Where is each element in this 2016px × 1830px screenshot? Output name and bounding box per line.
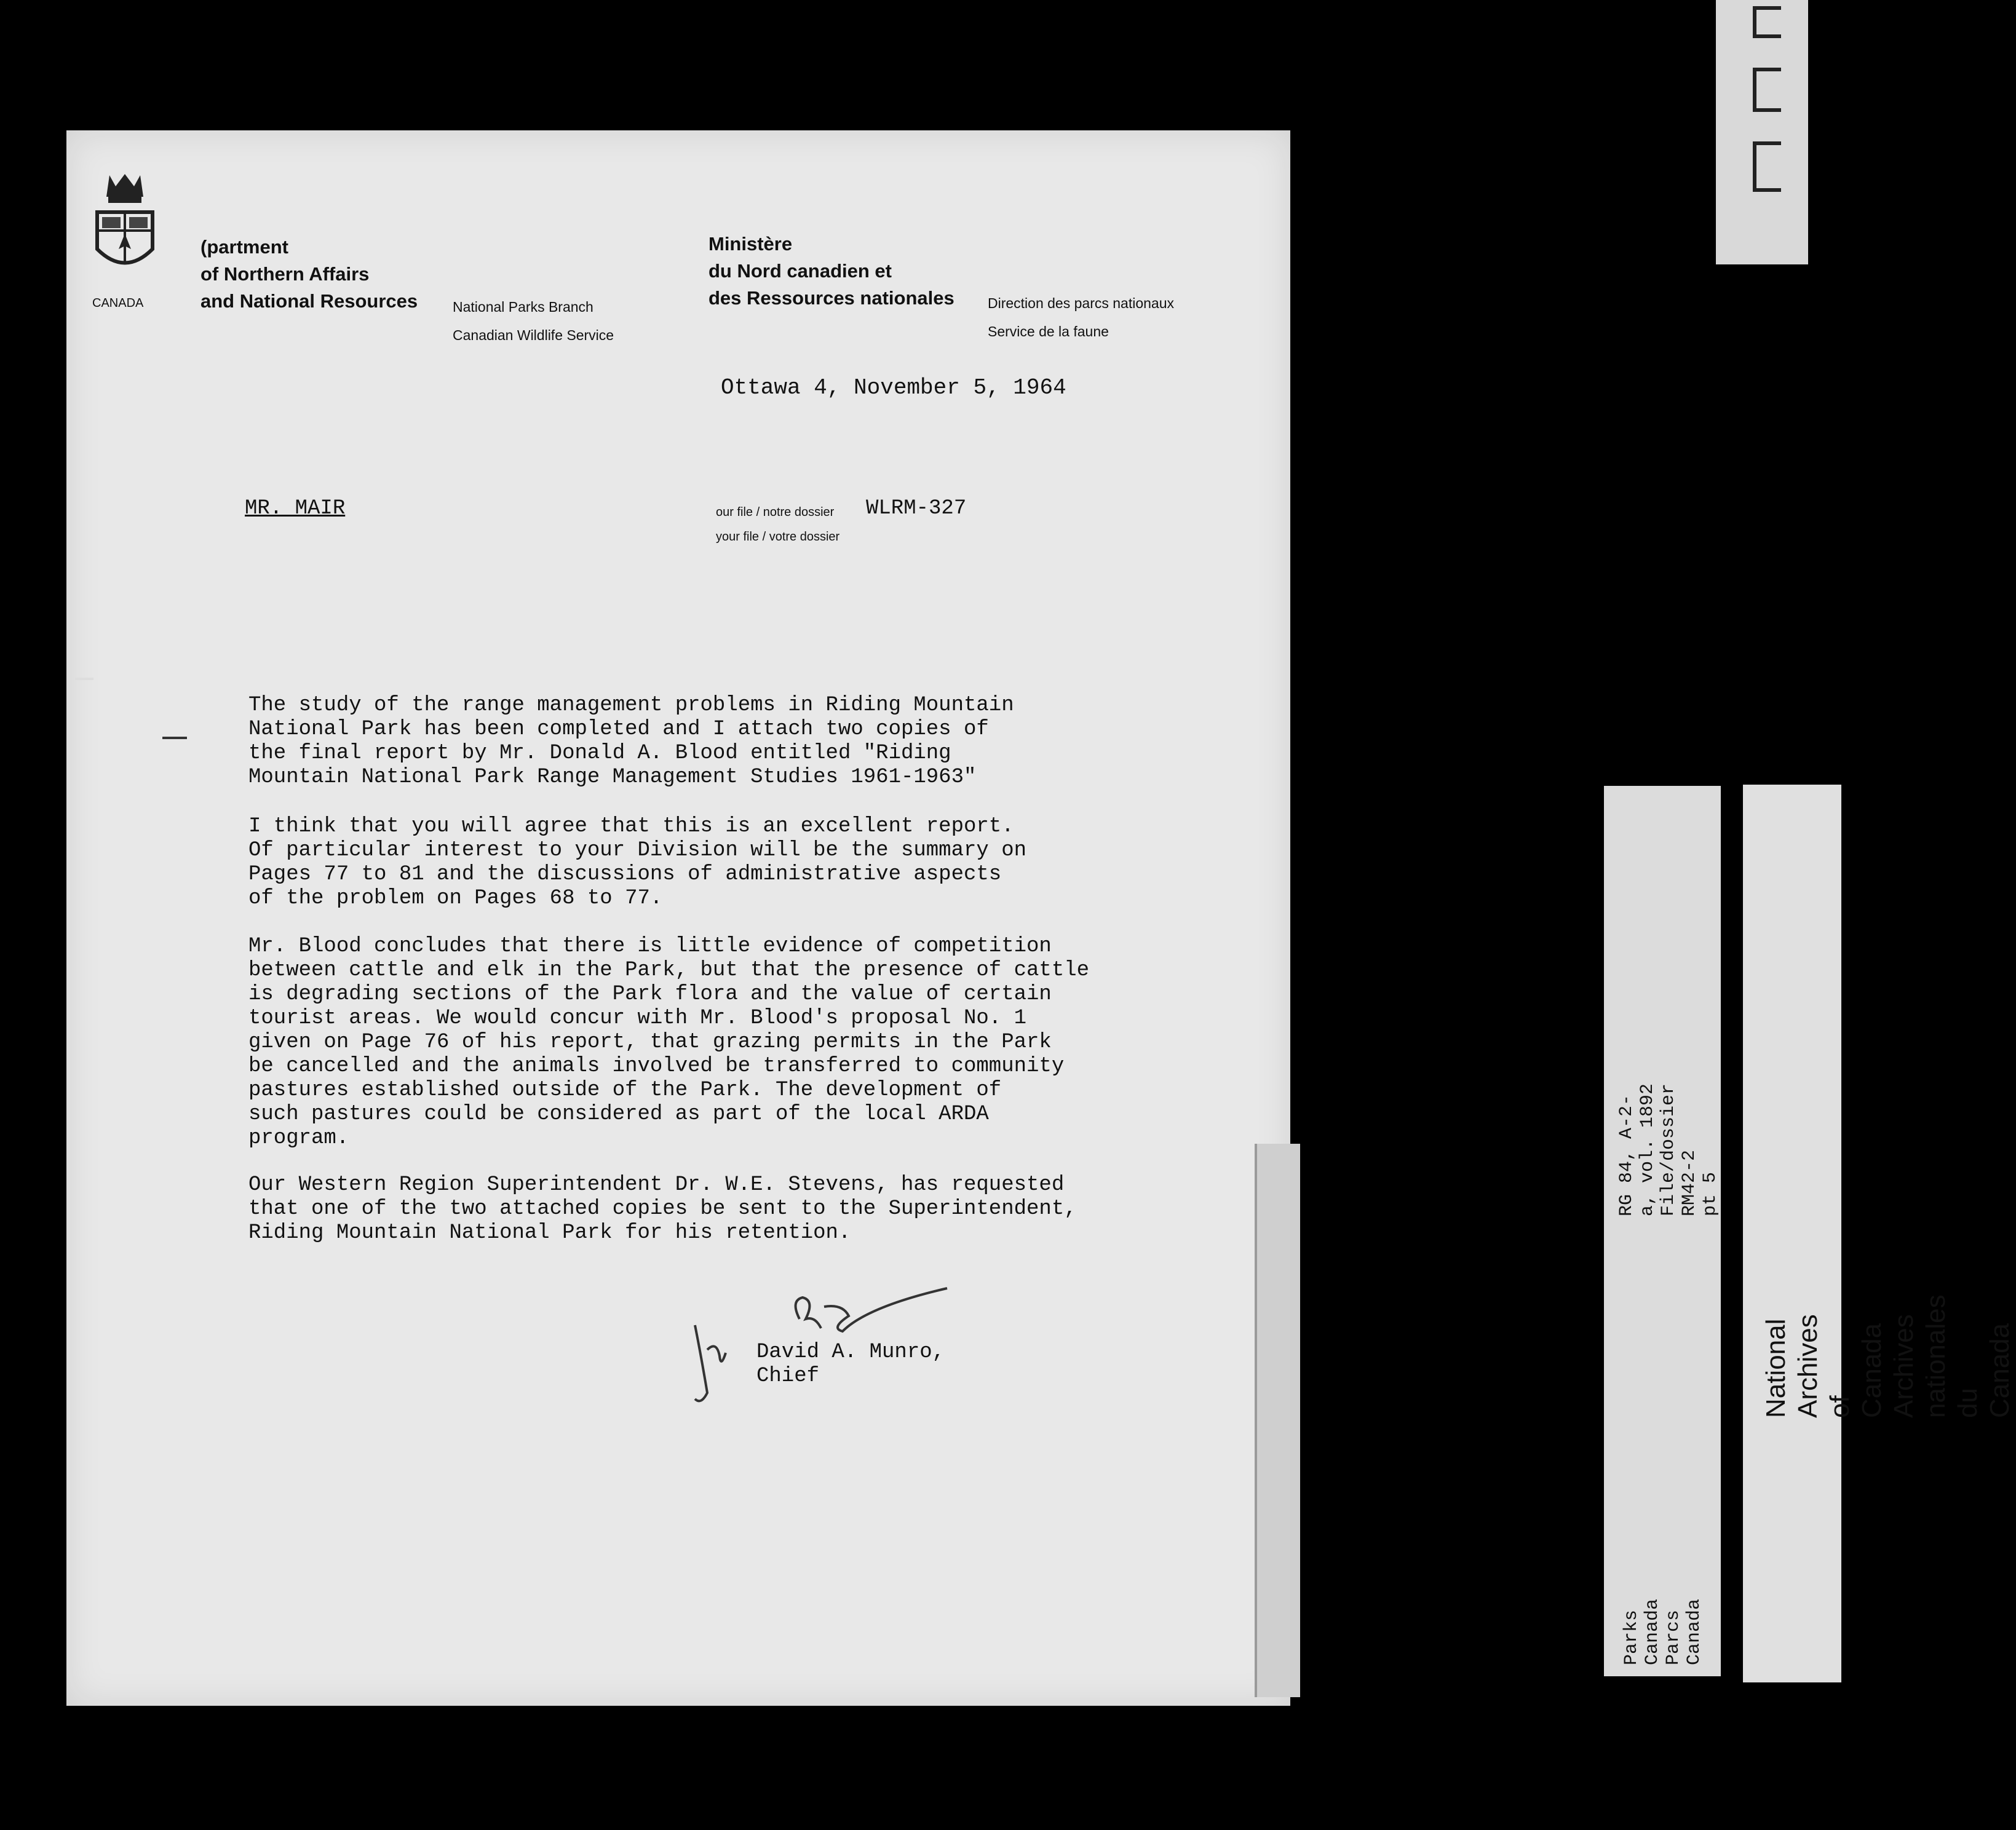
body-paragraph-3: Mr. Blood concludes that there is little evidence of competition between cattle and elk in the Park, but that the presence of cattle is degrading sections of the Park flora and the value of certain tourist areas. We would concur with Mr. Blood's proposal No. 1 given on Page 76 of his report, that grazing permits in the Park be cancelled and the animals involved be transferred to community pastures established outside of the Park. The development of such pastures could be considered as part of the local ARDA program. [248,935,1090,1150]
body-paragraph-2: I think that you will agree that this is an excellent report. Of particular interest to your Division will be the summary on Pages 77 to 81 and the discussions of administrative aspects of the problem on Pages 68 to 77. [248,815,1027,910]
english-branch-name: National Parks Branch Canadian Wildlife Service [453,299,614,343]
film-strip [1716,0,1808,264]
attached-pages-edge [1255,1144,1300,1697]
margin-mark [162,737,187,739]
canada-crest-icon [91,169,159,280]
agency-text: Parks Canada Parcs Canada [1621,1598,1705,1665]
letter-page [66,130,1290,1706]
body-paragraph-4: Our Western Region Superintendent Dr. W.E. Stevens, has requested that one of the two attached copies be sent to the Superintendent, Riding Mountain National Park for his retention. [248,1173,1077,1245]
our-file-value: WLRM-327 [866,497,967,520]
addressee: MR. MAIR [245,497,346,520]
date-line: Ottawa 4, November 5, 1964 [721,375,1066,400]
french-branch-name: Direction des parcs nationaux Service de la faune [988,295,1174,339]
french-department-name: Ministère du Nord canadien et des Ressources nationales [708,233,954,309]
english-department-name: (partment of Northern Affairs and National Resources [200,236,418,312]
institution-label [1743,785,2015,1682]
institution-text: National Archives of Canada Archives nationales du Canada [1761,1294,2015,1418]
signature-name: David A. Munro, Chief [756,1341,945,1388]
archive-reference-text: RG 84, A-2-a, vol. 1892 File/dossier RM42-2 pt 5 [1616,1083,1721,1216]
your-file-label: your file / votre dossier [716,530,840,544]
our-file-label: our file / notre dossier [716,505,835,519]
margin-mark [75,678,93,680]
crest-label: CANADA [92,296,144,310]
archive-reference-label [1604,786,1721,1676]
body-paragraph-1: The study of the range management problems in Riding Mountain National Park has been completed and I attach two copies of the final report by Mr. Donald A. Blood entitled "Riding Mountain National Park Range Management Studies 1961-1963" [248,694,1014,789]
